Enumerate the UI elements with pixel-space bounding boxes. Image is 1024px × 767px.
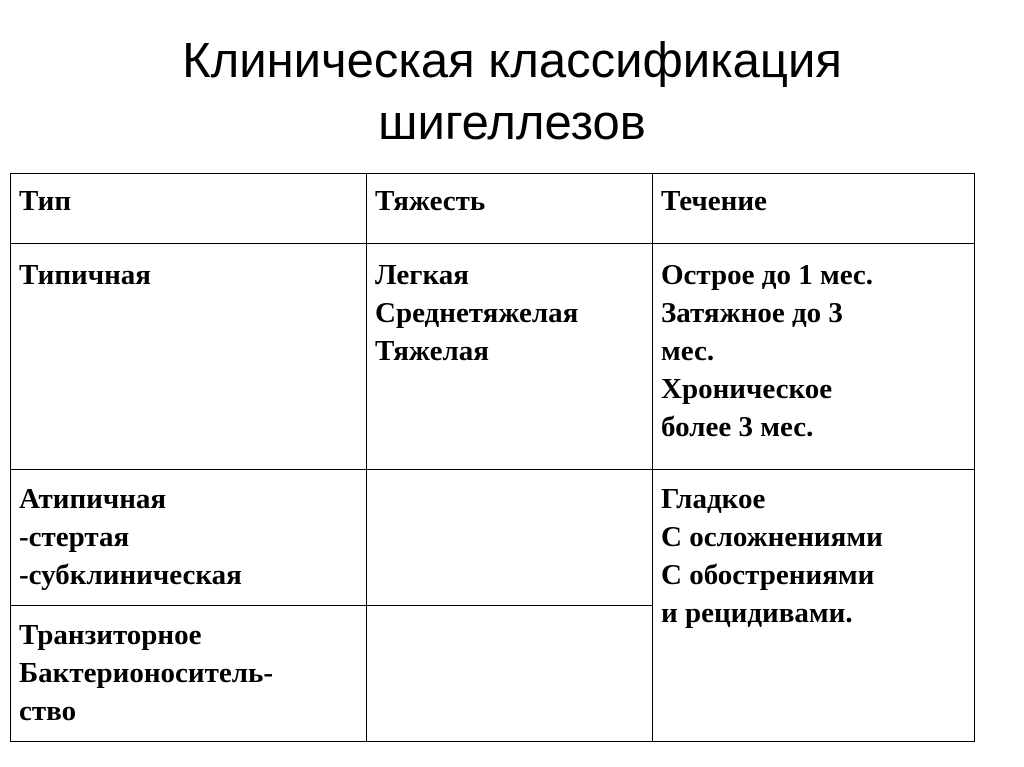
table-header-row <box>11 174 975 244</box>
cell-line: С осложнениями <box>661 521 883 553</box>
cell-line: Гладкое <box>661 483 766 515</box>
classification-table <box>10 173 975 742</box>
cell-course-atypical <box>653 470 975 742</box>
cell-line: ство <box>19 695 77 727</box>
cell-line: более 3 мес. <box>661 411 814 443</box>
cell-line: Транзиторное <box>19 619 202 651</box>
cell-line: Острое до 1 мес. <box>661 259 874 291</box>
title-line-1: Клиническая классификация <box>182 34 842 88</box>
cell-line: Легкая <box>375 259 469 291</box>
cell-line: Атипичная <box>19 483 167 515</box>
cell-line: С обострениями <box>661 559 875 591</box>
cell-type-transient <box>11 606 367 742</box>
cell-type-typical <box>11 244 367 470</box>
cell-course-typical <box>653 244 975 470</box>
cell-line: -стертая <box>19 521 130 553</box>
cell-severity-typical <box>367 244 653 470</box>
cell-severity-atypical <box>367 470 653 606</box>
cell-line: мес. <box>661 335 715 367</box>
cell-line: Затяжное до 3 <box>661 297 843 329</box>
cell-line: -субклиническая <box>19 559 242 591</box>
slide-title <box>0 30 1024 154</box>
cell-type-atypical <box>11 470 367 606</box>
title-line-2: шигеллезов <box>378 96 646 150</box>
cell-line: Среднетяжелая <box>375 297 579 329</box>
header-severity: Тяжесть <box>367 174 653 244</box>
header-course: Течение <box>653 174 975 244</box>
cell-line: и рецидивами. <box>661 597 853 629</box>
cell-line: Тяжелая <box>375 335 489 367</box>
cell-line: Хроническое <box>661 373 833 405</box>
cell-line: Бактерионоситель- <box>19 657 274 689</box>
cell-line: Типичная <box>19 259 152 291</box>
header-type: Тип <box>11 174 367 244</box>
table-row-typical <box>11 244 975 470</box>
table-row-atypical <box>11 470 975 606</box>
cell-severity-transient <box>367 606 653 742</box>
